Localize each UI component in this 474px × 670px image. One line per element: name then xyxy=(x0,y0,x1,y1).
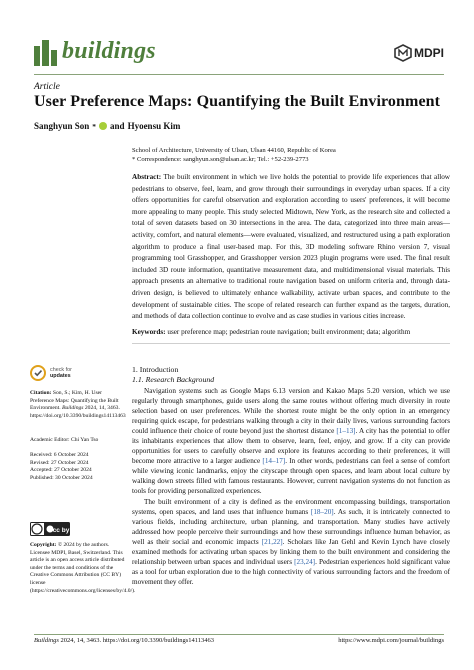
citation-doi[interactable]: 2024, 14, 3463. https://doi.org/10.3390/buildings14113463 xyxy=(30,405,126,419)
paragraph-text: . As such, it is intricately connected to various fields, including architecture, urban planning, and transportation. Many studies have actively addressed how people perceive their surroundings and how these surroundings influence human behavior, as well as their social and economic impacts xyxy=(132,507,450,546)
check-for-updates[interactable] xyxy=(30,365,72,381)
footer-journal-link[interactable]: https://www.mdpi.com/journal/buildings xyxy=(338,637,444,644)
buildings-logo-icon xyxy=(34,40,58,66)
keywords-text: user preference map; pedestrian route navigation; built environment; data; algorithm xyxy=(167,328,411,336)
citation-link[interactable]: [18–20] xyxy=(310,507,334,516)
author-list xyxy=(34,121,180,131)
author-joiner: and xyxy=(110,121,125,131)
publisher-logo[interactable] xyxy=(394,44,444,62)
copyright-block xyxy=(30,542,136,595)
mdpi-mark-icon xyxy=(394,44,412,62)
received-date: Received: 6 October 2024 xyxy=(30,452,89,458)
updates-line-1: check for xyxy=(50,366,72,373)
paragraph-text: Navigation systems such as Google Maps 6.13 version and Kakao Maps 5.20 version, which we use regularly through smartphones, guide users along the same routes without offering much diversity in route selection based on user preferences. While the shortest route might be the only option in an emergency requiring quick escape, for pedestrians walking through a city in their daily lives, various surrounding factors could influence their choice of route beyond just the shortest distance xyxy=(132,387,450,436)
publisher-name: MDPI xyxy=(414,46,444,60)
dates-block xyxy=(30,452,126,482)
abstract xyxy=(132,172,450,323)
published-date: Published: 30 October 2024 xyxy=(30,474,93,481)
paragraph-2 xyxy=(132,497,450,587)
citation-link[interactable]: [14–17] xyxy=(262,457,286,466)
keywords xyxy=(132,327,450,338)
paragraph-text: . Pedestrian experiences hold significant value as a tool for urban exploration due to the high connectivity of various surrounding factors and the freedom of movement they offer. xyxy=(132,557,450,586)
revised-date: Revised: 27 October 2024 xyxy=(30,459,89,466)
citation-link[interactable]: [21,22] xyxy=(261,537,283,546)
copyright-label: Copyright: xyxy=(30,542,57,548)
section-title: 1. Introduction xyxy=(132,365,179,374)
cc-badge-icon xyxy=(30,522,70,536)
citation-text: Son, S.; Kim, H. User Preference Maps: Quantifying the Built Environment. xyxy=(30,390,119,412)
accepted-date: Accepted: 27 October 2024 xyxy=(30,467,92,474)
footer-citation xyxy=(34,637,214,644)
subsection-title: 1.1. Research Background xyxy=(132,375,215,384)
paragraph-text: . In other words, pedestrians can feel a sense of comfort while viewing iconic landmarks, enjoy the cityscape through open spaces, and learn about local culture by walking down streets filled with famous restaurants. However, current navigation systems do not function as tools for providing personalized experiences. xyxy=(132,457,450,496)
abstract-text: The built environment in which we live holds the potential to provide life experiences that allow pedestrians to observe, feel, learn, and grow through their surroundings in everyday urban spaces. If a city offers opportunities for careful observation and exploration according to users' preferences, it will become more appealing to many people. This study selected Midtown, New York, as the research site and collected a total of seven datasets based on 30 intersections in the area. The data, categorized into three main areas—activity, comfort, and natural elements—were evaluated, visualized, and restructured using a path exploration algorithm to produce a final user-based map. For this, 3D modeling software Rhino version 7, visual programming tool Grasshopper, and Grasshopper version 2023 plugin programs were used. The final result included 3D route information, quantitative measurement data, and multidimensional visual materials. This approach presents an alternative to traditional route navigation based on uniform criteria and, through data-driven design, is believed to ultimately enhance walkability, activate urban spaces, and contribute to the development of sustainable cities. The scope of related research can further expand as the targets, duration, and methods of data collection continue to evolve and as case studies in various cities increase. xyxy=(132,173,450,321)
paragraph-text: The built environment of a city is defined as the environment encompassing buildings, transportation systems, open spaces, and land uses that influence humans xyxy=(132,497,450,516)
correspondence: * Correspondence: sanghyun.son@ulsan.ac.kr; Tel.: +52-239-2773 xyxy=(132,155,309,163)
citation-block xyxy=(30,390,126,420)
author-name[interactable]: Sanghyun Son xyxy=(34,121,90,131)
citation-link[interactable]: [1–13] xyxy=(336,427,356,436)
citation-label: Citation: xyxy=(30,390,52,396)
orcid-icon[interactable] xyxy=(99,122,107,130)
affiliation: School of Architecture, University of Ulsan, Ulsan 44160, Republic of Korea xyxy=(132,147,336,154)
citation-link[interactable]: [23,24] xyxy=(294,557,316,566)
keywords-divider xyxy=(132,343,450,344)
footer-doi[interactable]: 2024, 14, 3463. https://doi.org/10.3390/buildings14113463 xyxy=(60,637,215,644)
body-text xyxy=(132,386,450,587)
article-type: Article xyxy=(34,82,60,92)
editor-line: Academic Editor: Chi Yan Tso xyxy=(30,437,99,443)
author-mark: * xyxy=(92,121,97,131)
refresh-icon xyxy=(30,365,46,381)
copyright-text: © 2024 by the authors. Licensee MDPI, Basel, Switzerland. This article is an open access article distributed under the terms and conditions of the Creative Commons Attribution (CC BY) license (https://creativecommons.org/licenses/by/4.0/). xyxy=(30,542,136,594)
paragraph-text: . Scholars like Jan Gehl and Kevin Lynch have closely examined methods for activating urban spaces by linking them to the built environment and considering the relationship between urban spaces and individual users xyxy=(132,537,450,566)
header-divider xyxy=(34,74,444,75)
cc-by-license-icon[interactable] xyxy=(30,522,70,536)
article-title: User Preference Maps: Quantifying the Built Environment xyxy=(34,93,441,110)
author-name[interactable]: Hyoensu Kim xyxy=(127,121,181,131)
footer-divider xyxy=(34,634,444,635)
updates-line-2: updates xyxy=(50,373,71,379)
footer-journal: Buildings xyxy=(34,637,59,644)
citation-journal: Buildings xyxy=(62,405,84,412)
affiliation-block xyxy=(132,147,452,165)
paragraph-1 xyxy=(132,386,450,497)
journal-name: buildings xyxy=(62,38,156,64)
keywords-label: Keywords: xyxy=(132,328,166,336)
cc-label: cc by xyxy=(52,527,70,534)
paragraph-text: . A city has the potential to offer its inhabitants experiences that allow them to observe, learn, feel, enjoy, and grow. If a city can provide opportunities for users to carefully observe and explore its features according to their preferences, it will become more attractive to a larger audience xyxy=(132,427,450,466)
abstract-label: Abstract: xyxy=(132,173,162,181)
